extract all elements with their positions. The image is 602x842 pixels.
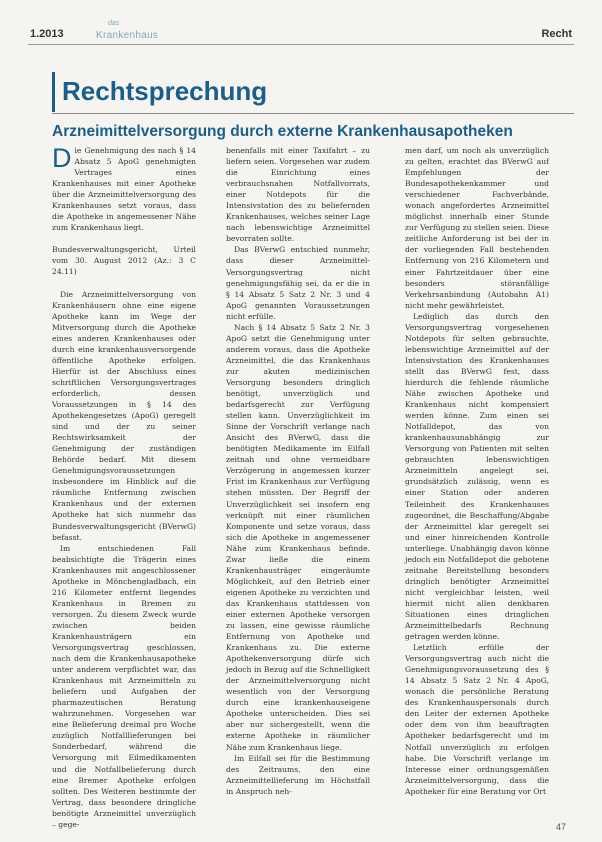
header-rule [28,44,574,45]
lead-paragraph: Die Genehmigung des nach § 14 Absatz 5 ApoG genehmigten Vertrages eines Krankenhauses mit einer Apotheke über die Arzneimittelversorgung des Krankenhauses setzt voraus, dass die Apotheke in angemessener Nähe zum Krankenhaus liegt. [52,143,196,233]
logo-das: das [108,20,120,27]
paragraph: men darf, um noch als unverzüglich zu gelten, erachtet das BVerwG auf Empfehlungen der Bundesapothekenkammer und verschiedener Fachverbände, wonach angefordertes Arzneimittel möglichst innerhalb einer Stunde zur Verfügung zu stellen seien. Diese zeitliche Anforderung ist bei der in der vorliegenden Fall bestehenden Entfernung von 216 Kilometern und einer Fahrtzeitdauer über eine besonders störanfällige Verkehrsanbindung (Autobahn A1) nicht mehr gewährleistet. [405,146,549,310]
paragraph: Nach § 14 Absatz 5 Satz 2 Nr. 3 ApoG setzt die Genehmigung unter anderem voraus, dass die Apotheke Arzneimittel, die das Krankenhaus zur akuten medizinischen Versorgung besonders dringlich benötigt, unverzüglich und bedarfsgerecht zur Verfügung stellen kann. Unverzüglichkeit im Sinne der Vorschrift verlange nach Ansicht des BVerwG, dass die benötigten Medikamente im Eilfall zeitnah und ohne vermeidbare Verzögerung in angemessen kurzer Frist im Krankenhaus zur Verfügung stehen müssten. Der Begriff der Unverzüglichkeit sei insofern eng verknüpft mit einer räumlichen Komponente und setze voraus, dass sich die Apotheke in angemessener Nähe zum Krankenhaus befinde. Zwar ließe die einem Krankenhausträger eingeräumte Möglichkeit, auf den Betrieb einer eigenen Apotheke zu verzichten und das Krankenhaus stattdessen von einer externen Apotheke versorgen zu lassen, eine gewisse räumliche Entfernung von Apotheke und Krankenhaus zu. Die externe Apothekenversorgung dürfe sich jedoch in Bezug auf die Schnelligkeit der Arzneimittelversorgung nicht wesentlich von der Versorgung durch eine krankenhauseigene Apotheke unterscheiden. Dies sei aber nur sichergestellt, wenn die externe Apotheke in räumlicher Nähe zum Krankenhaus liege. [226,322,370,752]
paragraph: Im entschiedenen Fall beabsichtigte die Trägerin eines Krankenhauses mit angeschlossener Apotheke in Mönchengladbach, ein 216 Kilometer entfernt liegendes Krankenhaus in Bremen zu versorgen. Zu diesem Zweck wurde zwischen beiden Krankenhausträgern ein Versorgungsvertrag geschlossen, nach dem die Krankenhausapotheke unter anderem verpflichtet war, das Krankenhaus mit Arzneimitteln zu beliefern und Aufgaben der pharmazeutischen Beratung wahrzunehmen. Vorgesehen war eine Belieferung dreimal pro Woche zuzüglich Notfalllieferungen bei Sonderbedarf, während die Versorgung mit Eilmedikamenten und die Notfallbelieferung durch eine Bremer Apotheke erfolgen sollten. Des Weiteren bestimmte der Vertrag, dass besondere dringliche benötigte Arzneimittel unverzüglich – gege- [52,543,196,829]
section-underline [52,113,574,114]
section-accent-bar [52,72,55,112]
drop-cap: D [52,143,72,173]
column-3 [405,145,549,797]
logo-name: Krankenhaus [96,30,159,41]
page-number: 47 [555,822,566,832]
section-label: Recht [541,28,572,40]
paragraph: benenfalls mit einer Taxifahrt – zu liefern seien. Vorgesehen war zudem die Einrichtung eines verbrauchsnahen Notfallvorrats, einer Notdepots für die Intensivstation des zu beliefernden Krankenhauses, welches seiner Lage nach lebenswichtige Arzneimittel bevorraten sollte. [226,146,370,244]
column-2 [226,145,370,797]
paragraph: Lediglich das durch den Versorgungsvertrag vorgesehenen Notdepots für selten gebrauchte, lebenswichtige Arzneimittel auf der Intensivstation des Krankenhauses stellt das BVerwG fest, dass hierdurch die fehlende räumliche Nähe zwischen Apotheke und Krankenhaus nicht kompensiert werden könne. Zum einen sei Notfalldepot, das von krankenhausunabhängig zur Versorgung von Patienten mit selten gebrauchten lebenswichtigen Arzneimitteln angelegt sei, grundsätzlich zulässig, wenn es einer Station oder anderen Teileinheit des Krankenhauses zugeordnet, die Beschaffung/Abgabe der Arzneimittel klar geregelt sei und einer hinreichenden Kontrolle unterliege. Unabhängig davon könne jedoch ein Notfalldepot die gebotene zeitnahe Bereitstellung besonders dringlich benötigter Arzneimittel nicht vergleichbar leisten, weil hiermit nicht allen denkbaren Situationen eines dringlichen Arzneimittelbedarfs Rechnung getragen werden könne. [405,311,549,642]
issue-number: 1.2013 [30,28,64,40]
section-title: Rechtsprechung [62,76,268,106]
citation: Bundesverwaltungsgericht, Urteil vom 30. August 2012 (Az.: 3 C 24.11) [52,245,196,277]
paragraph: Letztlich erfülle der Versorgungsvertrag auch nicht die Genehmigungsvoraussetzung des § 14 Absatz 5 Satz 2 Nr. 4 ApoG, wonach die persönliche Beratung des Krankenhauspersonals durch den Leiter der externen Apotheke oder dem von ihm beauftragten Apotheker bedarfsgerecht und im Notfall unverzüglich zu erfolgen habe. Die Vorschrift verlange im Interesse einer ordnungsgemäßen Arzneimittelversorgung, dass die Apotheker für eine Beratung vor Ort [405,643,549,796]
paragraph: Im Eilfall sei für die Bestimmung des Zeitraums, den eine Arzneimittellieferung im Höchstfall in Anspruch neh- [226,753,370,796]
article-title: Arzneimittelversorgung durch externe Krankenhausapotheken [52,123,513,140]
paragraph: Die Arzneimittelversorgung von Krankenhäusern ohne eine eigene Apotheke kann im Wege der Mitversorgung durch die Apotheke eines anderen Krankenhauses oder durch eine krankenhausversorgende öffentliche Apotheke erfolgen. Hierfür ist der Abschluss eines schriftlichen Versorgungsvertrages erforderlich, dessen Voraussetzungen in § 14 des Apothekengesetzes (ApoG) geregelt sind und der zu seiner Rechtswirksamkeit der Genehmigung der zuständigen Behörde bedarf. Mit diesem Genehmigungsvoraussetzungen insbesondere im Hinblick auf die räumliche Entfernung zwischen Krankenhaus und der externen Apotheke hat sich nunmehr das Bundesverwaltungsgericht (BVerwG) befasst. [52,289,196,542]
column-1 [52,145,196,830]
paragraph: Das BVerwG entschied nunmehr, dass dieser Arzneimittel-Versorgungsvertrag nicht genehmigungsfähig sei, da er die in § 14 Absatz 5 Satz 2 Nr. 3 und 4 ApoG genannten Voraussetzungen nicht erfülle. [226,245,370,321]
